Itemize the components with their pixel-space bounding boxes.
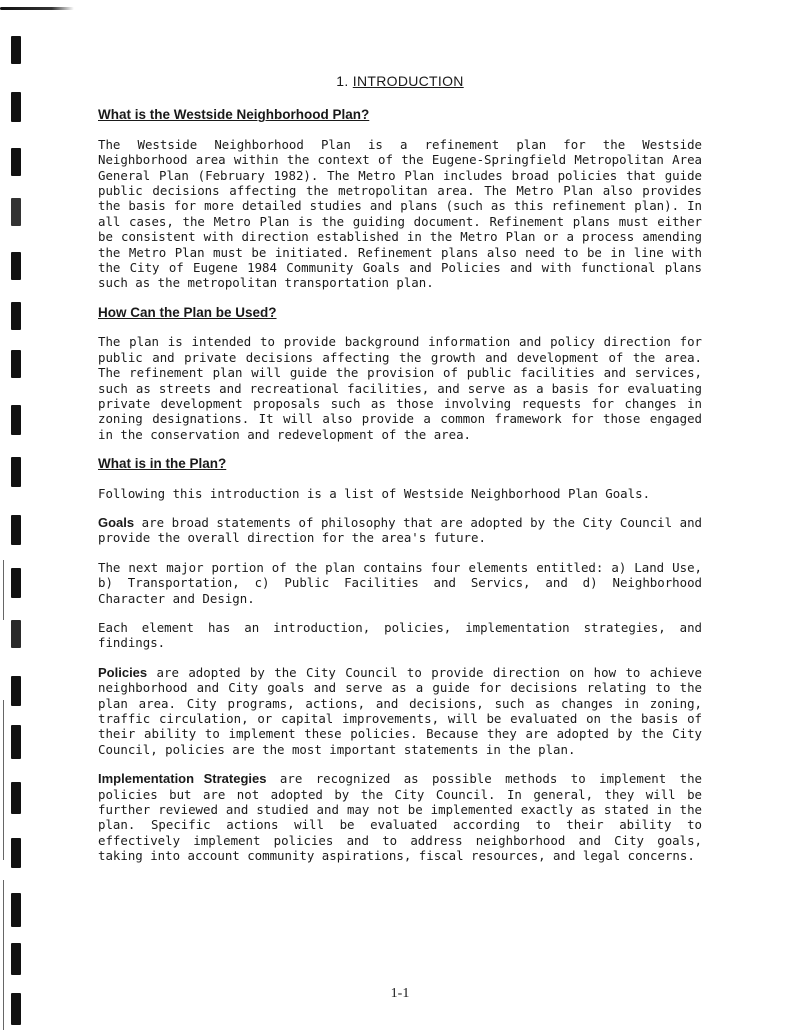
scan-edge-line (3, 700, 4, 860)
binding-mark (11, 893, 21, 927)
binding-mark (11, 943, 21, 975)
binding-mark (11, 92, 21, 122)
binding-mark (11, 782, 21, 814)
scan-edge-line (3, 560, 4, 620)
binding-mark (11, 405, 21, 435)
binding-mark (11, 36, 21, 64)
goals-text: are broad statements of philosophy that are adopted by the City Council and provide the overall direction for the area's future. (98, 514, 702, 546)
intro-paragraph: Following this introduction is a list of Westside Neighborhood Plan Goals. (98, 485, 651, 501)
chapter-title (98, 74, 702, 89)
chapter-title-text: INTRODUCTION (352, 73, 464, 89)
document-body (98, 74, 702, 878)
page-number: 1-1 (390, 986, 410, 1001)
binding-mark (11, 568, 21, 598)
policies-text: are adopted by the City Council to provide direction on how to achieve neighborhood and City goals and serve as a guide for decisions relating to the plan area. City programs, actions, and decisions, such as changes in zoning, traffic circulation, or capital improvements, will be evaluated on the basis of their ability to implement these policies. Because they are adopted by the City Council, policies are the most important statements in the plan. (98, 664, 702, 757)
binding-mark (11, 676, 21, 706)
policies-term: Policies (98, 664, 148, 680)
binding-mark (11, 252, 21, 280)
binding-marks (0, 0, 40, 1035)
chapter-number: 1. (336, 73, 349, 89)
binding-mark (11, 515, 21, 545)
strategies-paragraph (98, 771, 702, 863)
binding-mark (11, 350, 21, 378)
binding-mark (11, 620, 21, 648)
elements-paragraph: The next major portion of the plan contains four elements entitled: a) Land Use, b) Transportation, c) Public Facilities and Servics, and d) Neighborhood Character and Design. (98, 559, 702, 606)
section-paragraph: The Westside Neighborhood Plan is a refinement plan for the Westside Neighborhood area within the context of the Eugene-Springfield Metropolitan Area General Plan (February 1982). The Metro Plan includes broad policies that guide public decisions affecting the metropolitan area. The Metro Plan also provides the basis for more detailed studies and plans (such as this refinement plan). In all cases, the Metro Plan is the guiding document. Refinement plans must either be consistent with direction established in the Metro Plan or a process amending the Metro Plan must be initiated. Refinement plans also need to be in line with the City of Eugene 1984 Community Goals and Policies and with functional plans such as the metropolitan transportation plan. (98, 136, 702, 291)
section-heading: What is the Westside Neighborhood Plan? (98, 107, 370, 123)
binding-mark (11, 198, 21, 226)
scan-edge-line (3, 880, 4, 1030)
binding-mark (11, 148, 21, 176)
binding-mark (11, 838, 21, 868)
section-heading: How Can the Plan be Used? (98, 304, 277, 320)
strategies-term: Implementation Strategies (98, 771, 267, 787)
section-paragraph: The plan is intended to provide background information and policy direction for public and private decisions affecting the growth and development of the area. The refinement plan will guide the provision of public facilities and services, such as streets and recreational facilities, and serve as a basis for evaluating private development proposals such as those involving requests for changes in zoning designations. It will also provide a common framework for those engaged in the conservation and redevelopment of the area. (98, 334, 702, 442)
binding-mark (11, 457, 21, 487)
section-heading: What is in the Plan? (98, 456, 227, 472)
element-parts-paragraph: Each element has an introduction, policies, implementation strategies, and findings. (98, 619, 702, 651)
goals-term: Goals (98, 514, 135, 530)
policies-paragraph (98, 665, 702, 757)
goals-paragraph (98, 515, 702, 546)
binding-mark (11, 302, 21, 330)
binding-mark (11, 725, 21, 759)
strategies-text: are recognized as possible methods to implement the policies but are not adopted by the City Council. In general, they will be further reviewed and studied and may not be implemented exactly as stated in the plan. Specific actions will be evaluated according to their ability to effectively implement policies and to address neighborhood and City goals, taking into account community aspirations, fiscal resources, and legal concerns. (98, 771, 702, 864)
